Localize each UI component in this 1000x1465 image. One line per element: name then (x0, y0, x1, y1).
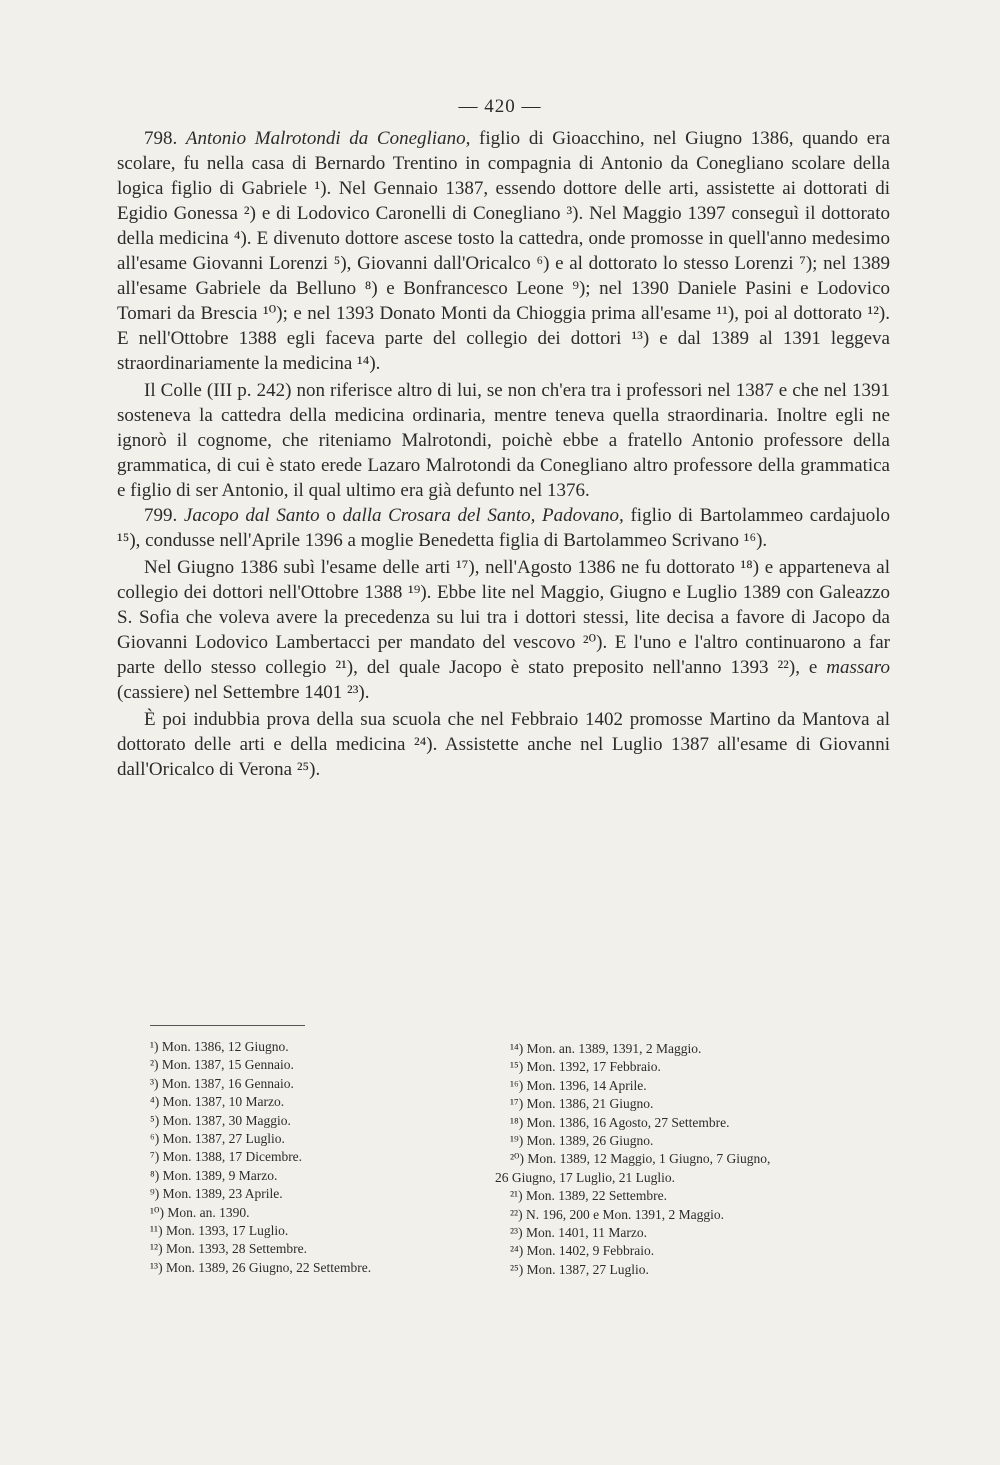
paragraph-799 (117, 503, 890, 553)
main-text (117, 126, 890, 782)
footnote: ¹⁶) Mon. 1396, 14 Aprile. (510, 1077, 647, 1093)
footnote: ²¹) Mon. 1389, 22 Settembre. (510, 1188, 667, 1204)
footnote: ³) Mon. 1387, 16 Gennaio. (150, 1075, 294, 1091)
paragraph-text-tail: (cassiere) nel Settembre 1401 ²³). (117, 682, 370, 703)
paragraph-text: figlio di Gioacchino, nel Giugno 1386, quando era scolare, fu nella casa di Bernardo Trentino in compagnia di Antonio da Conegliano scolare della logica figlio di Gabriele ¹). Nel Gennaio 1387, essendo dottore delle arti, assistette ai dottorati di Egidio Gonessa ²) e di Lodovico Caronelli di Conegliano ³). Nel Maggio 1397 conseguì il dottorato della medicina ⁴). E divenuto dottore ascese tosto la cattedra, onde promosse in quell'anno medesimo all'esame Giovanni Lorenzi ⁵), Giovanni dall'Oricalco ⁶) e al dottorato lo stesso Lorenzi ⁷); nel 1389 all'esame Gabriele da Belluno ⁸) e Bonfrancesco Leone ⁹); nel 1390 Daniele Pasini e Lodovico Tomari da Brescia ¹⁰); e nel 1393 Donato Monti da Chioggia prima all'esame ¹¹), poi al dottorato ¹²). E nell'Ottobre 1388 egli faceva parte del collegio dei dottori ¹³) e dal 1389 al 1391 leggeva straordinariamente la medicina ¹⁴). (117, 128, 891, 374)
footnote: ⁶) Mon. 1387, 27 Luglio. (150, 1131, 285, 1147)
footnote: ¹⁸) Mon. 1386, 16 Agosto, 27 Settembre. (510, 1114, 730, 1130)
footnote: ¹⁷) Mon. 1386, 21 Giugno. (510, 1096, 654, 1112)
paragraph-text: figlio di Bartolammeo cardajuolo ¹⁵), condusse nell'Aprile 1396 a moglie Benedetta figlia di Bartolammeo Scrivano ¹⁶). (117, 505, 890, 551)
footnote: ⁸) Mon. 1389, 9 Marzo. (150, 1167, 278, 1183)
footnote: ¹¹) Mon. 1393, 17 Luglio. (150, 1223, 289, 1239)
paragraph-giugno (117, 555, 890, 705)
footnote: ²) Mon. 1387, 15 Gennaio. (150, 1057, 294, 1073)
entry-number: 798. (144, 128, 186, 149)
footnote: ²⁵) Mon. 1387, 27 Luglio. (510, 1261, 649, 1277)
entry-name-alt: dalla Crosara del Santo, Padovano, (342, 505, 624, 526)
paragraph-798 (117, 126, 890, 376)
footnotes-left (150, 1038, 480, 1277)
page-number: — 420 — (458, 96, 542, 117)
entry-name-connector: o (319, 505, 343, 526)
footnote: ¹³) Mon. 1389, 26 Giugno, 22 Settembre. (150, 1259, 372, 1275)
footnote: ¹⁹) Mon. 1389, 26 Giugno. (510, 1133, 654, 1149)
entry-name: Antonio Malrotondi da Conegliano, (185, 128, 471, 149)
paragraph-text: Nel Giugno 1386 subì l'esame delle arti ¹⁷), nell'Agosto 1386 ne fu dottorato ¹⁸) e apparteneva al collegio dei dottori nell'Ottobre 1388 ¹⁹). Ebbe lite nel Maggio, Giugno e Luglio 1389 con Galeazzo S. Sofia che voleva avere la precedenza su lui tra i dottori stessi, lite decisa a favore di Jacopo da Giovanni Lodovico Lambertacci per mandato del vescovo ²⁰). E l'uno e l'altro continuarono a far parte dello stesso collegio ²¹), del quale Jacopo è stato preposito nell'anno 1393 ²²), e (117, 557, 890, 678)
footnote: ²²) N. 196, 200 e Mon. 1391, 2 Maggio. (510, 1206, 724, 1222)
footnote: ¹⁵) Mon. 1392, 17 Febbraio. (510, 1059, 661, 1075)
footnote: ²⁴) Mon. 1402, 9 Febbraio. (510, 1243, 655, 1259)
footnote: ⁴) Mon. 1387, 10 Marzo. (150, 1094, 285, 1110)
footnote: ¹) Mon. 1386, 12 Giugno. (150, 1039, 289, 1054)
footnote: ¹²) Mon. 1393, 28 Settembre. (150, 1241, 307, 1257)
footnote: ²⁰) Mon. 1389, 12 Maggio, 1 Giugno, 7 Giugno, (510, 1151, 771, 1167)
italic-term: massaro (826, 657, 890, 678)
paragraph-febbraio: È poi indubbia prova della sua scuola che nel Febbraio 1402 promosse Martino da Mantova al dottorato delle arti e della medicina ²⁴). Assistette anche nel Luglio 1387 all'esame di Giovanni dall'Oricalco di Verona ²⁵). (117, 709, 890, 780)
footnote: ⁵) Mon. 1387, 30 Maggio. (150, 1112, 291, 1128)
footnote: ¹⁴) Mon. an. 1389, 1391, 2 Maggio. (510, 1041, 702, 1056)
footnote: ⁷) Mon. 1388, 17 Dicembre. (150, 1149, 303, 1165)
entry-number: 799. (144, 505, 184, 526)
footnotes-right (495, 1040, 910, 1279)
footnote: ⁹) Mon. 1389, 23 Aprile. (150, 1186, 283, 1202)
paragraph-colle: Il Colle (III p. 242) non riferisce altro di lui, se non ch'era tra i professori nel 1387 e che nel 1391 sosteneva la cattedra della medicina ordinaria, mentre teneva quella straordinaria. Inoltre egli ne ignorò il cognome, che riteniamo Malrotondi, poichè ebbe a fratello Antonio professore della grammatica, di cui è stato erede Lazaro Malrotondi da Conegliano altro professore della grammatica e figlio di ser Antonio, il qual ultimo era già defunto nel 1376. (117, 380, 890, 501)
footnote-rule (150, 1025, 305, 1026)
footnote-continuation: 26 Giugno, 17 Luglio, 21 Luglio. (495, 1169, 675, 1185)
footnote: ²³) Mon. 1401, 11 Marzo. (510, 1225, 647, 1241)
entry-name: Jacopo dal Santo (183, 505, 320, 526)
footnote: ¹⁰) Mon. an. 1390. (150, 1204, 250, 1220)
